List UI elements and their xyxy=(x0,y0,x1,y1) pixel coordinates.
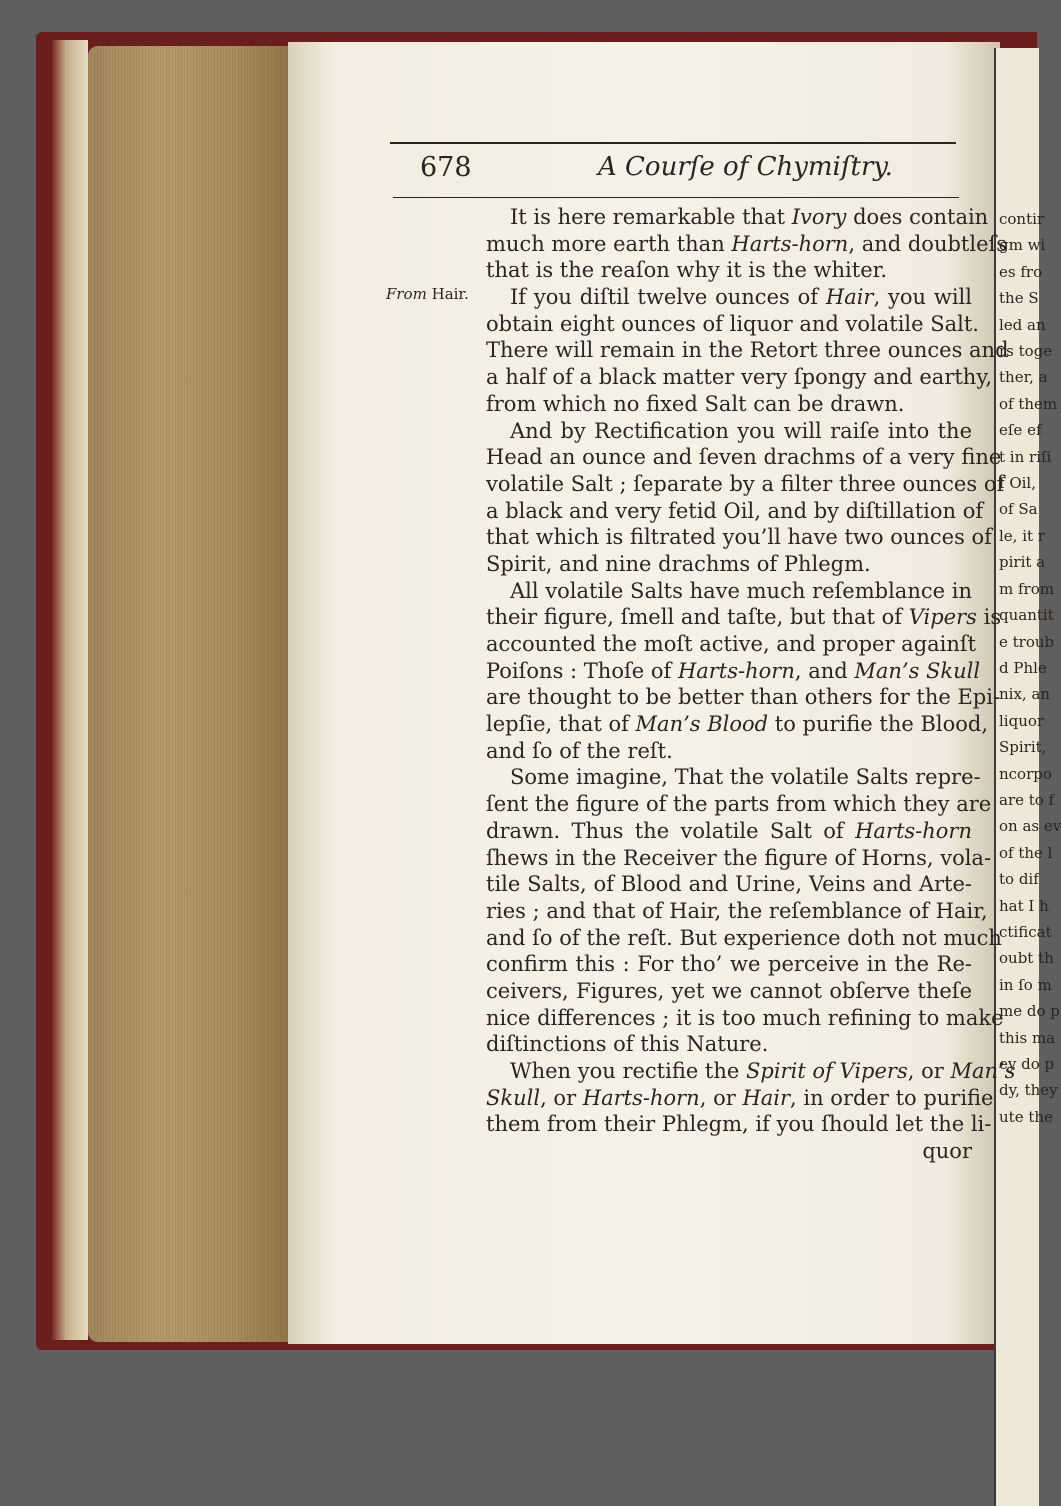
text-line xyxy=(486,471,1005,498)
text-run: ceivers, Figures, yet we cannot obſerve theſe xyxy=(486,978,972,1003)
text-run: that is the reaſon why it is the whiter. xyxy=(486,258,888,283)
text-run: Head an ounce and ſeven drachms of a very fine xyxy=(486,445,1002,470)
facing-page-text-fragment: t in riſi xyxy=(999,447,1052,466)
facing-page-text-fragment: pirit a xyxy=(999,553,1046,572)
text-run: All volatile Salts have much reſemblance in xyxy=(510,578,972,603)
header-rule-top xyxy=(390,142,956,144)
facing-page-text-fragment: le, it r xyxy=(999,526,1045,545)
text-run: drawn. Thus the volatile Salt of xyxy=(486,818,856,843)
text-run: Some imagine, That the volatile Salts repre- xyxy=(510,765,981,790)
text-run: nice differences ; it is too much refining to make xyxy=(486,1005,1004,1030)
text-line xyxy=(486,284,972,311)
facing-page-text-fragment: on as ev xyxy=(999,817,1061,836)
text-run: quor xyxy=(922,1139,972,1164)
facing-page-text-fragment: hat I h xyxy=(999,896,1049,915)
italic-run: Skull xyxy=(486,1085,541,1110)
text-line xyxy=(486,978,972,1005)
text-run: to purifie the Blood, xyxy=(768,712,988,737)
italic-run: Harts-horn xyxy=(731,231,849,256)
italic-run: Harts-horn xyxy=(855,818,972,843)
page-block-shadow xyxy=(52,40,88,1340)
text-line xyxy=(486,231,1008,258)
italic-run: Ivory xyxy=(791,205,847,229)
text-run: that which is filtrated you’ll have two ounces of xyxy=(486,525,992,550)
page-edges xyxy=(88,46,294,1342)
text-line xyxy=(486,551,972,578)
margin-note-text: Hair. xyxy=(426,285,469,303)
text-line xyxy=(486,604,1002,631)
text-line xyxy=(486,578,972,605)
text-run: are thought to be better than others for the Epi- xyxy=(486,685,1001,710)
text-run: confirm this : For tho’ we perceive in the Re- xyxy=(486,952,972,977)
facing-page-text-fragment: Spirit, xyxy=(999,738,1047,757)
text-line xyxy=(486,684,1001,711)
text-line xyxy=(486,418,972,445)
facing-page-text-fragment: dy, they xyxy=(999,1081,1058,1100)
text-run: tile Salts, of Blood and Urine, Veins and Arte- xyxy=(486,872,972,897)
text-line xyxy=(486,631,977,658)
text-line xyxy=(486,925,1002,952)
facing-page-text-fragment: contir xyxy=(999,210,1045,228)
text-run: accounted the moſt active, and proper againſt xyxy=(486,632,977,656)
text-run: , you will xyxy=(873,285,972,310)
italic-run: Hair xyxy=(742,1085,791,1110)
facing-page-text-fragment: nix, an xyxy=(999,685,1051,704)
text-run: a half of a black matter very ſpongy and earthy, xyxy=(486,365,993,390)
italic-run: Man’s Blood xyxy=(635,712,769,737)
text-run: , and xyxy=(794,658,855,683)
facing-page-text-fragment: d Phle xyxy=(999,658,1047,677)
text-run: And by Rectification you will raiſe into the xyxy=(510,418,972,443)
facing-page-text-fragment: in ſo m xyxy=(999,975,1052,994)
facing-page-text-fragment: ctificat xyxy=(999,922,1052,941)
text-line xyxy=(486,391,972,418)
text-run: , or xyxy=(699,1085,743,1110)
text-run: , or xyxy=(540,1085,583,1110)
facing-page-text-fragment: f Oil, xyxy=(999,474,1036,493)
facing-page-text-fragment: rs toge xyxy=(999,342,1053,361)
italic-run: Harts-horn xyxy=(582,1085,700,1110)
text-run: When you rectifie the xyxy=(510,1059,747,1083)
facing-page-text-fragment: me do p xyxy=(999,1002,1060,1021)
text-run: their figure, ſmell and taſte, but that of xyxy=(486,605,909,630)
facing-page-text-fragment: ncorpo xyxy=(999,764,1052,783)
facing-page-text-fragment: to dif xyxy=(999,870,1039,889)
italic-run: Spirit of Vipers xyxy=(746,1059,908,1083)
text-run: ſent the figure of the parts from which they are xyxy=(486,792,992,817)
facing-page-text-fragment: m from xyxy=(999,579,1054,598)
text-run: volatile Salt ; ſeparate by a filter three ounces of xyxy=(486,471,1005,496)
margin-note xyxy=(386,285,469,303)
facing-page-text-fragment: oubt th xyxy=(999,949,1054,968)
page-number: 678 xyxy=(420,152,472,183)
italic-run: Harts-horn xyxy=(677,658,795,683)
text-run: and ſo of the reſt. But experience doth not much xyxy=(486,925,1002,950)
facing-page-fragment xyxy=(994,48,1061,1506)
text-line xyxy=(486,791,992,818)
text-run: ries ; and that of Hair, the reſemblance of Hair, xyxy=(486,898,988,923)
text-line xyxy=(486,1031,972,1058)
facing-page-text-fragment: ther, a xyxy=(999,368,1048,387)
header-rule-bottom xyxy=(393,197,959,198)
text-line xyxy=(486,658,981,685)
text-run: from which no fixed Salt can be drawn. xyxy=(486,391,905,416)
italic-run: Man’s xyxy=(950,1059,1016,1083)
text-line xyxy=(486,764,981,791)
text-run: them from their Phlegm, if you ſhould let the li- xyxy=(486,1112,992,1137)
facing-page-text-fragment: of the l xyxy=(999,843,1053,862)
text-run: does contain xyxy=(846,205,989,229)
text-line xyxy=(486,1085,994,1112)
facing-page-text-fragment: the S xyxy=(999,289,1039,308)
text-run: Spirit, and nine drachms of Phlegm. xyxy=(486,551,871,576)
text-run: a black and very fetid Oil, and by diſtillation of xyxy=(486,498,984,523)
text-line xyxy=(486,444,1002,471)
text-line xyxy=(486,711,988,738)
facing-page-text-fragment: ey do p xyxy=(999,1055,1055,1073)
text-run: It is here remarkable that xyxy=(510,205,792,229)
text-line xyxy=(486,364,993,391)
facing-page-text-fragment: led an xyxy=(999,315,1046,334)
text-run: diſtinctions of this Nature. xyxy=(486,1032,769,1057)
text-line xyxy=(486,898,988,925)
text-run: much more earth than xyxy=(486,231,732,256)
italic-run: Vipers xyxy=(908,605,977,630)
text-run: Poiſons : Thoſe of xyxy=(486,658,678,683)
facing-page-text-fragment: of Sa xyxy=(999,500,1038,519)
text-run: If you diſtil twelve ounces of xyxy=(510,285,826,310)
running-head: A Courſe of Chymiſtry. xyxy=(598,152,893,182)
text-run: ſhews in the Receiver the figure of Horns, vola- xyxy=(486,845,992,870)
text-line xyxy=(486,311,979,338)
facing-page-text-fragment: eſe ef xyxy=(999,421,1042,440)
facing-page-text-fragment: of them xyxy=(999,394,1058,413)
margin-note-italic: From xyxy=(386,285,427,303)
text-line xyxy=(486,498,984,525)
text-run: There will remain in the Retort three ounces and xyxy=(486,338,1009,363)
text-line xyxy=(486,257,972,284)
facing-page-text-fragment: ute the xyxy=(999,1107,1053,1126)
text-run: , and doubtleſs xyxy=(848,231,1008,256)
text-line xyxy=(486,1058,1016,1085)
facing-page-text-fragment: this ma xyxy=(999,1028,1056,1047)
text-line xyxy=(486,818,972,845)
body-text xyxy=(486,204,1016,1165)
facing-page-text-fragment: liquor xyxy=(999,711,1045,730)
text-run: and ſo of the reſt. xyxy=(486,738,673,763)
facing-page-text-fragment: quantit xyxy=(999,606,1054,625)
text-run: lepſie, that of xyxy=(486,712,636,737)
text-line xyxy=(486,1111,992,1138)
text-line xyxy=(486,951,972,978)
text-run: obtain eight ounces of liquor and volatile Salt. xyxy=(486,311,979,336)
facing-page-text-fragment: es fro xyxy=(999,262,1043,281)
text-line xyxy=(486,524,992,551)
text-line xyxy=(486,1005,1004,1032)
text-line xyxy=(486,845,992,872)
text-line xyxy=(486,204,989,231)
facing-page-text-fragment: e troub xyxy=(999,632,1055,651)
text-run: , in order to purifie xyxy=(790,1085,994,1110)
facing-page-text-fragment: gm wi xyxy=(999,236,1046,255)
italic-run: Hair xyxy=(825,285,874,310)
text-line xyxy=(486,871,972,898)
italic-run: Man’s Skull xyxy=(854,658,981,683)
facing-page-text-fragment: are to f xyxy=(999,790,1055,809)
text-line xyxy=(486,337,1009,364)
text-run: is xyxy=(976,605,1002,630)
text-run: , or xyxy=(907,1059,951,1083)
text-line xyxy=(486,738,972,765)
text-line xyxy=(486,1138,972,1165)
